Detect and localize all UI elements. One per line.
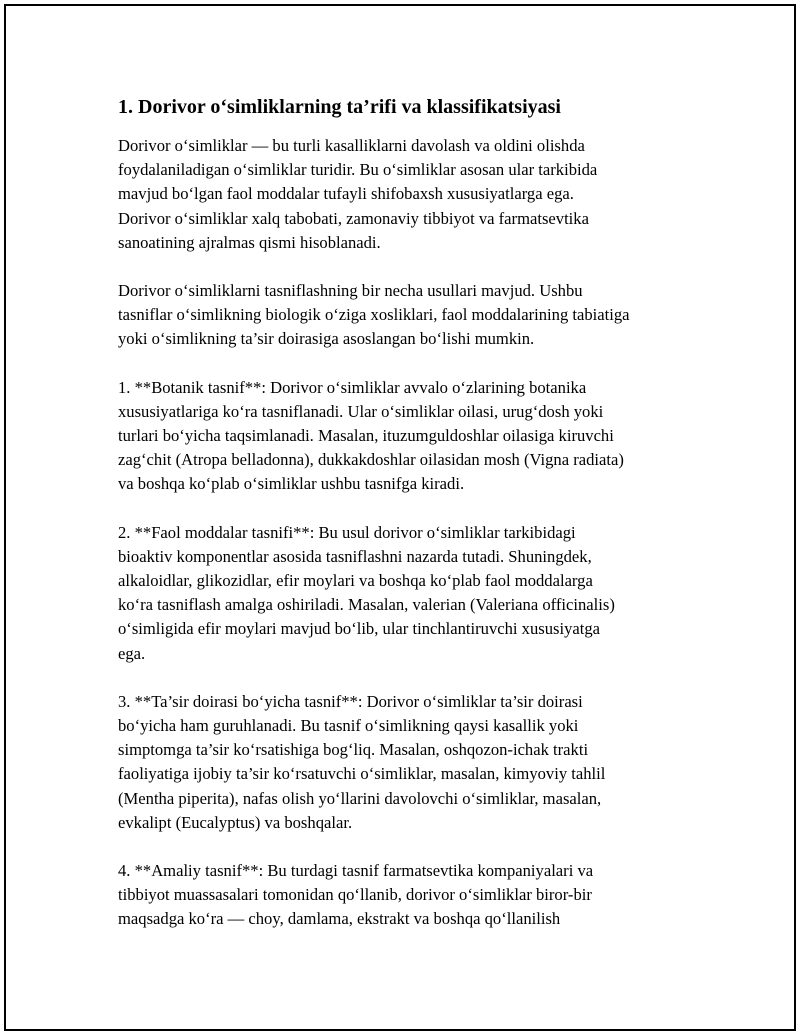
section-heading: 1. Dorivor o‘simliklarning ta’rifi va klassifikatsiyasi [118, 96, 561, 118]
paragraph-botanical-classification: 1. **Botanik tasnif**: Dorivor o‘simliklar avvalo o‘zlarining botanika xususiyatlariga ko‘ra tasniflanadi. Ular o‘simliklar oilasi, urug‘dosh yoki turlari bo‘yicha taqsimlanadi. Masalan, ituzumguldoshlar oilasiga kiruvchi zag‘chit (Atropa belladonna), dukkakdoshlar oilasidan mosh (Vigna radiata) va boshqa ko‘plab o‘simliklar ushbu tasnifga kiradi. [118, 377, 624, 494]
document-body [118, 93, 688, 932]
paragraph-effect-scope-classification: 3. **Ta’sir doirasi bo‘yicha tasnif**: Dorivor o‘simliklar ta’sir doirasi bo‘yicha ham guruhlanadi. Bu tasnif o‘simlikning qaysi kasallik yoki simptomga ta’sir ko‘rsatishiga bog‘liq. Masalan, oshqozon-ichak trakti faoliyatiga ijobiy ta’sir ko‘rsatuvchi o‘simliklar, masalan, kimyoviy tahlil (Mentha piperita), nafas olish yo‘llarini davolovchi o‘simliklar, masalan, evkalipt (Eucalyptus) va boshqalar. [118, 691, 606, 832]
paragraph-practical-classification: 4. **Amaliy tasnif**: Bu turdagi tasnif farmatsevtika kompaniyalari va tibbiyot muassasalari tomonidan qo‘llanib, dorivor o‘simliklar biror-bir maqsadga ko‘ra — choy, damlama, ekstrakt va boshqa qo‘llanilish [118, 861, 594, 929]
paragraph-classification-intro: Dorivor o‘simliklarni tasniflashning bir necha usullari mavjud. Ushbu tasniflar o‘simlikning biologik o‘ziga xosliklari, faol moddalarining tabiatiga yoki o‘simlikning ta’sir doirasiga asoslangan bo‘lishi mumkin. [118, 281, 630, 349]
paragraph-active-substances-classification: 2. **Faol moddalar tasnifi**: Bu usul dorivor o‘simliklar tarkibidagi bioaktiv komponentlar asosida tasniflashni nazarda tutadi. Shuningdek, alkaloidlar, glikozidlar, efir moylari va boshqa ko‘plab faol moddalarga ko‘ra tasniflash amalga oshiriladi. Masalan, valerian (Valeriana officinalis) o‘simligida efir moylari mavjud bo‘lib, ular tinchlantiruvchi xususiyatga ega. [118, 522, 615, 663]
paragraph-definition: Dorivor o‘simliklar — bu turli kasalliklarni davolash va oldini olishda foydalaniladigan o‘simliklar turidir. Bu o‘simliklar asosan ular tarkibida mavjud bo‘lgan faol moddalar tufayli shifobaxsh xususiyatlarga ega. Dorivor o‘simliklar xalq tabobati, zamonaviy tibbiyot va farmatsevtika sanoatining ajralmas qismi hisoblanadi. [118, 136, 598, 252]
